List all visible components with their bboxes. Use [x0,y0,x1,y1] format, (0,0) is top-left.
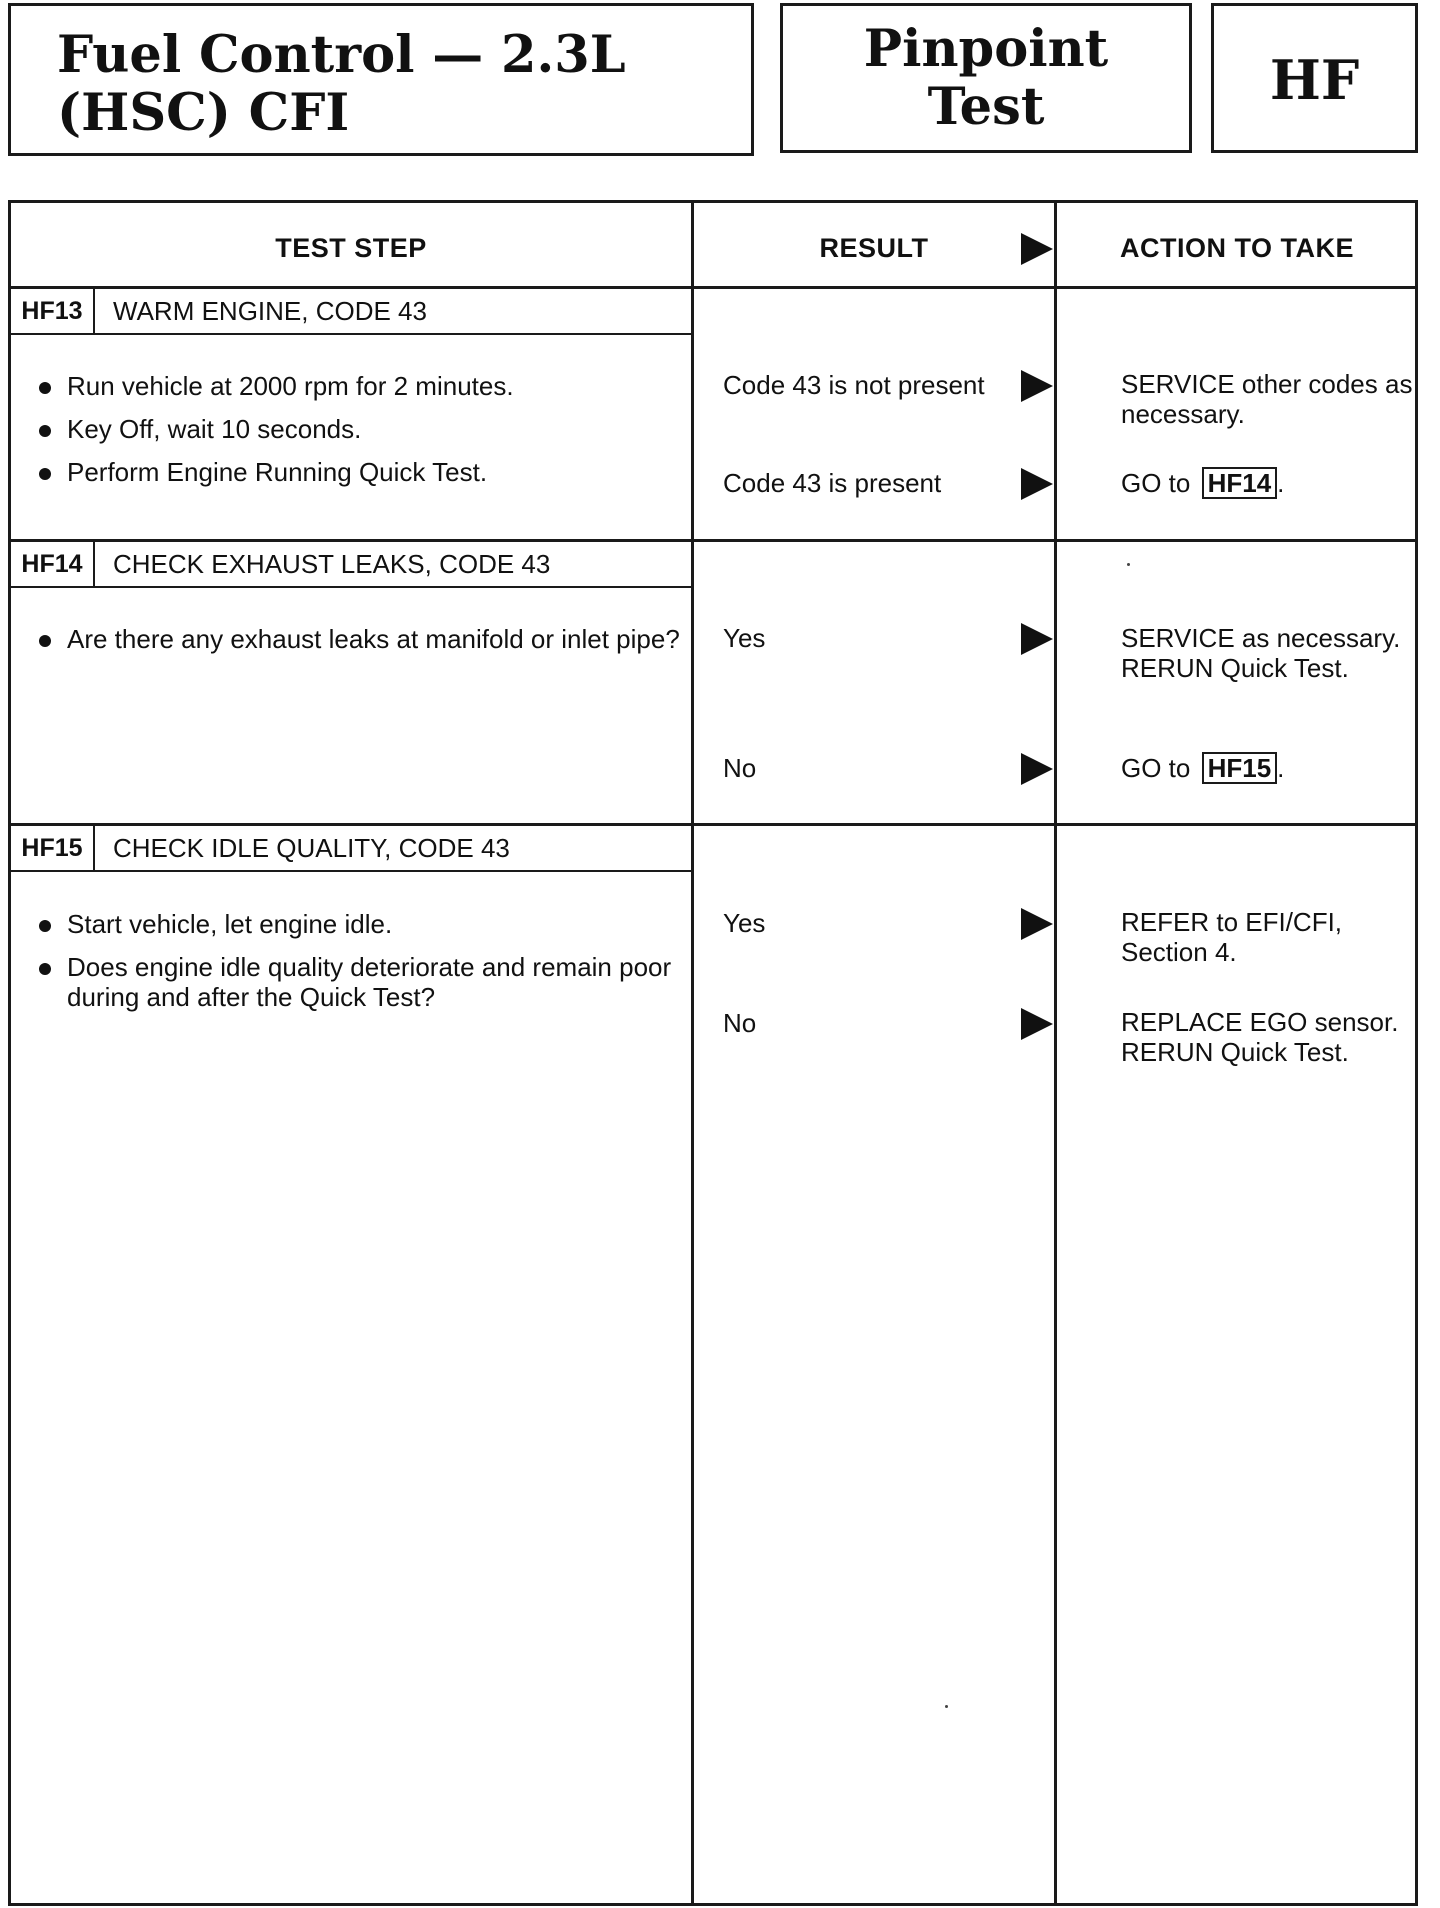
result-text: Yes [723,623,766,653]
step-instructions [37,371,687,500]
step-instructions [37,909,687,1025]
step-instructions [37,624,687,667]
badge-line-1: Pinpoint [863,19,1109,79]
pinpoint-test-label [783,20,1189,136]
action-text: REFER to EFI/CFI, Section 4. [1121,907,1343,967]
action-prefix: GO to [1121,753,1191,783]
print-speck [945,1705,948,1708]
result-arrow-icon [1021,908,1053,940]
result-text: Yes [723,908,766,938]
column-header-action: ACTION TO TAKE [1120,233,1354,263]
result-text: Code 43 is present [723,468,942,498]
column-divider-1 [691,203,694,1903]
badge-line-2: Test [927,77,1045,137]
instruction-item: Perform Engine Running Quick Test. [37,457,687,487]
column-divider-2 [1054,203,1057,1903]
pinpoint-test-box [780,3,1192,153]
print-speck [1127,563,1130,566]
result-arrow-icon [1021,1008,1053,1040]
section-code: HF [1269,48,1360,112]
action-suffix: . [1277,753,1285,783]
pinpoint-table [8,200,1418,1906]
column-header-test-step: TEST STEP [275,233,427,263]
action-goto [1121,752,1413,784]
action-text: SERVICE as necessary. RERUN Quick Test. [1121,623,1401,683]
instruction-item: Key Off, wait 10 seconds. [37,414,687,444]
step-title: CHECK EXHAUST LEAKS, CODE 43 [113,549,551,579]
instruction-item: Start vehicle, let engine idle. [37,909,687,939]
step-id: HF15 [11,826,95,870]
step-title: WARM ENGINE, CODE 43 [113,296,427,326]
title-line-2: (HSC) CFI [57,83,350,143]
title-box [8,3,754,156]
result-arrow-icon [1021,623,1053,655]
result-text: No [723,1008,757,1038]
step-title-rule [11,870,691,872]
step-reference-hf15[interactable]: HF15 [1202,752,1278,784]
step-title-rule [11,333,691,335]
column-header-result: RESULT [819,233,929,263]
action-suffix: . [1277,468,1285,498]
result-arrow-icon [1021,753,1053,785]
step-id: HF14 [11,542,95,586]
result-arrow-icon [1021,468,1053,500]
result-text: Code 43 is not present [723,370,985,400]
step-title-rule [11,586,691,588]
step-id: HF13 [11,289,95,333]
instruction-item: Does engine idle quality deteriorate and remain poor during and after the Quick Test? [37,952,687,1012]
step-reference-hf14[interactable]: HF14 [1202,467,1278,499]
action-text: REPLACE EGO sensor. RERUN Quick Test. [1121,1007,1399,1067]
section-code-box [1211,3,1418,153]
step-title: CHECK IDLE QUALITY, CODE 43 [113,833,510,863]
result-text: No [723,753,757,783]
instruction-item: Run vehicle at 2000 rpm for 2 minutes. [37,371,687,401]
page-title [57,26,626,142]
result-arrow-icon [1021,370,1053,402]
action-text: SERVICE other codes as necessary. [1121,369,1413,429]
action-prefix: GO to [1121,468,1191,498]
action-goto [1121,467,1413,499]
instruction-item: Are there any exhaust leaks at manifold or inlet pipe? [37,624,687,654]
result-arrow-icon [1021,233,1053,265]
title-line-1: Fuel Control — 2.3L [57,25,626,85]
